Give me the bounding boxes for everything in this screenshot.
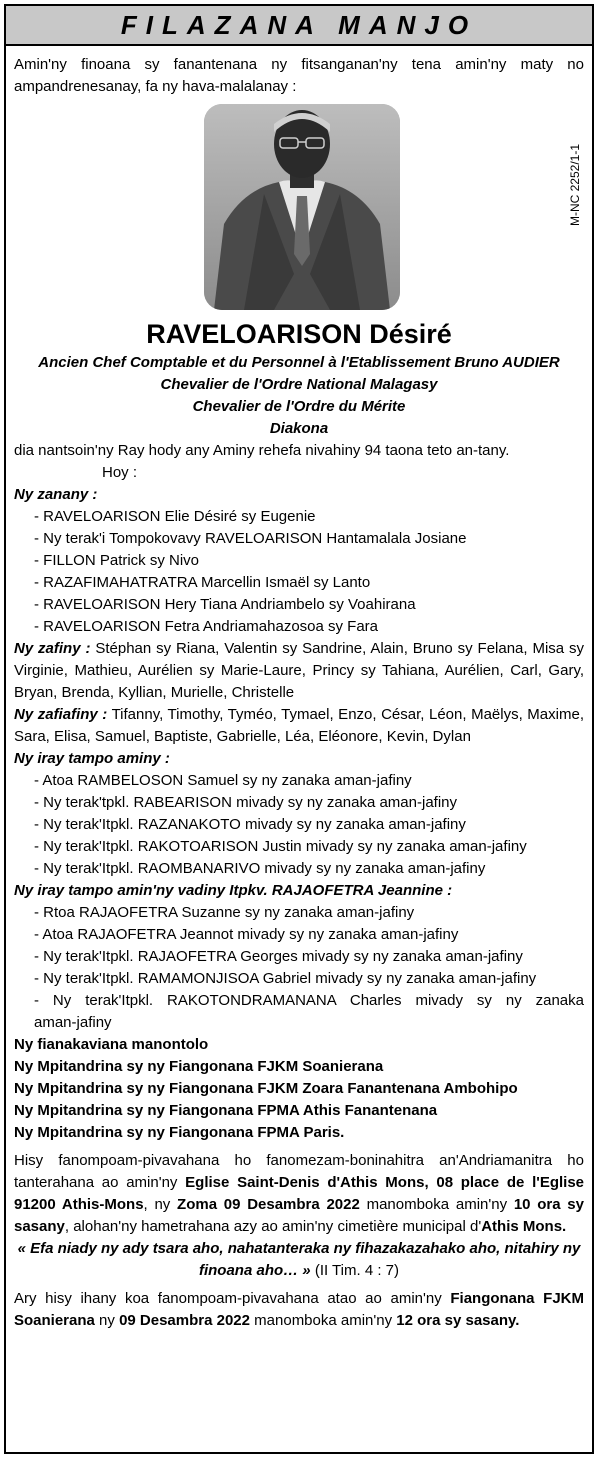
- list-item: - Ny terak'Itpkl. RAOMBANARIVO mivady sy ny zanaka aman-jafiny: [34, 860, 486, 877]
- list-item: [34, 990, 584, 1034]
- list-item: - Ny terak'i Tompokovavy RAVELOARISON Hantamalala Josiane: [34, 530, 467, 547]
- family-line: Ny fianakaviana manontolo: [14, 1036, 209, 1053]
- list-item: - RAVELOARISON Elie Désiré sy Eugenie: [34, 508, 316, 525]
- notice-banner: FILAZANA MANJO: [6, 6, 592, 46]
- title-line: Chevalier de l'Ordre National Malagasy: [160, 376, 438, 393]
- reference-code: M-NC 2252/1-1: [568, 144, 582, 227]
- death-notice: dia nantsoin'ny Ray hody any Aminy rehefa nivahiny 94 taona teto an-tany.: [14, 442, 510, 459]
- in-laws-heading: Ny iray tampo amin'ny vadiny Itpkv. RAJAOFETRA Jeannine :: [14, 882, 453, 899]
- list-item-line: aman-jafiny: [34, 1014, 112, 1031]
- list-item: - Ny terak'Itpkl. RAJAOFETRA Georges mivady sy ny zanaka aman-jafiny: [34, 948, 523, 965]
- family-line: Ny Mpitandrina sy ny Fiangonana FPMA Athis Fanantenana: [14, 1102, 438, 1119]
- final-paragraph: [14, 1288, 584, 1332]
- ceremony-time: 10 ora sy sasany: [14, 1196, 584, 1235]
- siblings-list: [14, 770, 584, 880]
- quote-reference: (II Tim. 4 : 7): [314, 1262, 400, 1279]
- final-text: ny: [94, 1312, 120, 1329]
- list-item: - Ny terak'Itpkl. RAMAMONJISOA Gabriel mivady sy ny zanaka aman-jafiny: [34, 970, 537, 987]
- quote-text: « Efa niady ny ady tsara aho, nahatanteraka ny fihazakazahako aho, nitahiry ny finoana aho… »: [17, 1240, 581, 1279]
- portrait-illustration: [204, 104, 400, 310]
- grandchildren-heading: Ny zafiny :: [14, 640, 91, 657]
- family-line: Ny Mpitandrina sy ny Fiangonana FJKM Soanierana: [14, 1058, 384, 1075]
- family-line: Ny Mpitandrina sy ny Fiangonana FPMA Paris.: [14, 1124, 345, 1141]
- ceremony-text: , alohan'ny hametrahana azy ao amin'ny cimetière municipal d': [64, 1218, 482, 1235]
- list-item-line: - Ny terak'Itpkl. RAKOTONDRAMANANA Charles mivady sy ny zanaka: [34, 992, 584, 1009]
- list-item: - RAZAFIMAHATRATRA Marcellin Ismaël sy Lanto: [34, 574, 371, 591]
- great-grandchildren-heading: Ny zafiafiny :: [14, 706, 108, 723]
- children-list: [14, 506, 584, 638]
- final-text: manomboka amin'ny: [250, 1312, 397, 1329]
- great-grandchildren-text: Tifanny, Timothy, Tyméo, Tymael, Enzo, César, Léon, Maëlys, Maxime, Sara, Elisa, Samuel, Baptiste, Gabrielle, Léa, Eléonore, Kevin, Dylan: [14, 706, 584, 745]
- cemetery-place: Athis Mons.: [481, 1218, 567, 1235]
- list-item: - RAVELOARISON Fetra Andriamahazosoa sy Fara: [34, 618, 379, 635]
- ceremony-date: Zoma 09 Desambra 2022: [177, 1196, 360, 1213]
- intro-text: Amin'ny finoana sy fanantenana ny fitsanganan'ny tena amin'ny maty no ampandrenesanay, fa ny hava-malalanay :: [14, 56, 584, 95]
- final-date: 09 Desambra 2022: [119, 1312, 250, 1329]
- great-grandchildren-paragraph: [14, 704, 584, 748]
- deceased-titles: [14, 352, 584, 440]
- final-church: Fiangonana FJKM Soanierana: [14, 1290, 584, 1329]
- deceased-name: RAVELOARISON Désiré: [146, 319, 452, 349]
- list-item: - Atoa RAJAOFETRA Jeannot mivady sy ny zanaka aman-jafiny: [34, 926, 459, 943]
- list-item: - Rtoa RAJAOFETRA Suzanne sy ny zanaka aman-jafiny: [34, 904, 415, 921]
- list-item: - Atoa RAMBELOSON Samuel sy ny zanaka aman-jafiny: [34, 772, 412, 789]
- list-item: - Ny terak'tpkl. RABEARISON mivady sy ny zanaka aman-jafiny: [34, 794, 458, 811]
- ceremony-text: manomboka amin'ny: [359, 1196, 514, 1213]
- notice-content: [6, 54, 592, 1332]
- ceremony-paragraph: [14, 1150, 584, 1238]
- hoy-label: Hoy :: [102, 464, 138, 481]
- list-item: - FILLON Patrick sy Nivo: [34, 552, 200, 569]
- title-line: Ancien Chef Comptable et du Personnel à l'Etablissement Bruno AUDIER: [38, 354, 560, 371]
- ceremony-text: Hisy fanompoam-pivavahana ho fanomezam-boninahitra an'Andriamanitra ho tanterahana ao amin'ny: [14, 1152, 584, 1191]
- in-laws-list: [14, 902, 584, 1034]
- list-item: - RAVELOARISON Hery Tiana Andriambelo sy Voahirana: [34, 596, 416, 613]
- ceremony-text: , ny: [143, 1196, 178, 1213]
- title-line: Chevalier de l'Ordre du Mérite: [192, 398, 406, 415]
- siblings-heading: Ny iray tampo aminy :: [14, 750, 170, 767]
- final-time: 12 ora sy sasany.: [396, 1312, 520, 1329]
- grandchildren-text: Stéphan sy Riana, Valentin sy Sandrine, Alain, Bruno sy Felana, Misa sy Virginie, Mathieu, Aurélien sy Marie-Laure, Princy sy Tahiana, Aurélien, Carl, Gary, Bryan, Brenda, Kyllian, Murielle, Christelle: [14, 640, 585, 701]
- title-line: Diakona: [269, 420, 329, 437]
- portrait-photo: [204, 104, 400, 310]
- ceremony-venue: Eglise Saint-Denis d'Athis Mons, 08 place de l'Eglise 91200 Athis-Mons: [14, 1174, 584, 1213]
- children-heading: Ny zanany :: [14, 486, 98, 503]
- final-text: Ary hisy ihany koa fanompoam-pivavahana atao ao amin'ny: [14, 1290, 451, 1307]
- list-item: - Ny terak'Itpkl. RAZANAKOTO mivady sy ny zanaka aman-jafiny: [34, 816, 466, 833]
- photo-row: [14, 104, 584, 316]
- bible-quote: [14, 1238, 584, 1282]
- family-line: Ny Mpitandrina sy ny Fiangonana FJKM Zoara Fanantenana Ambohipo: [14, 1080, 518, 1097]
- grandchildren-paragraph: [14, 638, 584, 704]
- list-item: - Ny terak'Itpkl. RAKOTOARISON Justin mivady sy ny zanaka aman-jafiny: [34, 838, 527, 855]
- obituary-notice: [4, 4, 594, 1454]
